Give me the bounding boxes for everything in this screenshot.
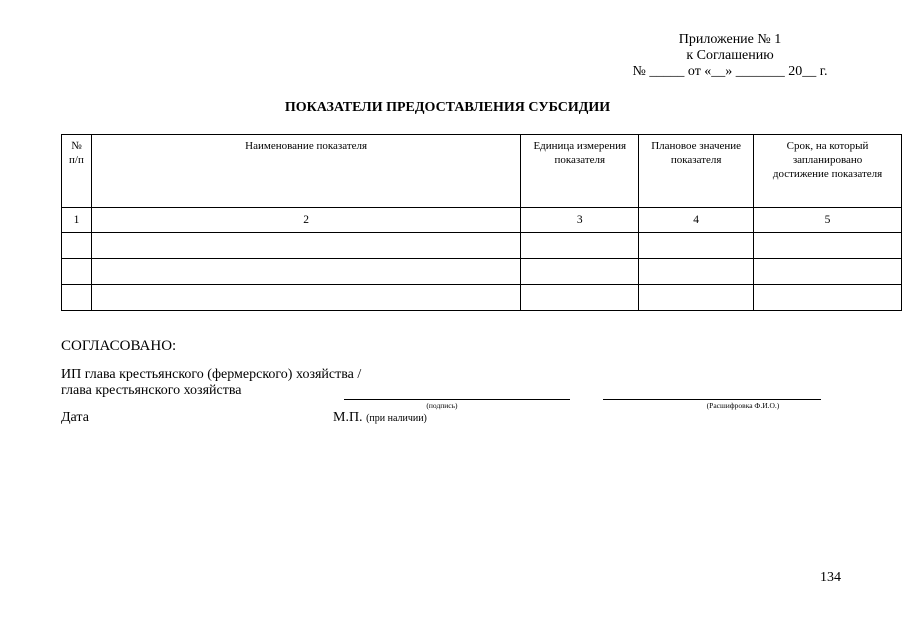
header-number-label: № п/п [69,140,84,166]
table-header-row [62,135,902,208]
signer-title-line2: глава крестьянского хозяйства [61,383,242,398]
table-cell[interactable] [639,285,754,311]
table-cell[interactable] [521,233,639,259]
table-cell[interactable] [62,259,92,285]
table-cell[interactable] [91,259,520,285]
document-title-text: ПОКАЗАТЕЛИ ПРЕДОСТАВЛЕНИЯ СУБСИДИИ [284,100,611,115]
table-cell[interactable] [754,259,902,285]
table-cell[interactable] [639,259,754,285]
signer-title-line1: ИП глава крестьянского (фермерского) хозяйства / [61,367,362,382]
appendix-agreement: к Соглашению [686,48,774,63]
header-unit-label: Единица измерения показателя [533,140,627,166]
numbering-cell: 5 [754,208,902,233]
signature-line[interactable] [344,399,570,400]
agreed-heading: СОГЛАСОВАНО: [61,338,177,354]
table-row [62,259,902,285]
table-cell[interactable] [639,233,754,259]
header-cell-name [91,135,520,208]
table-row [62,285,902,311]
indicators-table [61,134,902,311]
table-cell[interactable] [754,285,902,311]
table-cell[interactable] [62,233,92,259]
table-numbering-row [62,208,902,233]
name-decoding-caption: (Расшифровка Ф.И.О.) [706,401,780,410]
appendix-number: Приложение № 1 [678,32,782,47]
stamp-label: М.П. [333,410,363,425]
header-cell-plan [639,135,754,208]
numbering-cell: 2 [91,208,520,233]
appendix-header [600,32,860,80]
table-cell[interactable] [521,259,639,285]
header-name-label: Наименование показателя [245,140,368,152]
stamp-place [333,410,427,426]
header-cell-unit [521,135,639,208]
name-decoding-line[interactable] [603,399,821,400]
table-cell[interactable] [91,233,520,259]
table-cell[interactable] [754,233,902,259]
date-label: Дата [61,410,89,425]
page-number: 134 [820,570,841,585]
table-cell[interactable] [62,285,92,311]
header-cell-number [62,135,92,208]
stamp-note: (при наличии) [366,413,427,424]
numbering-cell: 4 [639,208,754,233]
header-plan-label: Плановое значение показателя [651,140,742,166]
table-row [62,233,902,259]
table-cell[interactable] [521,285,639,311]
document-title [0,100,905,116]
appendix-agreement-number: № _____ от «__» _______ 20__ г. [632,64,828,79]
header-term-label: Срок, на который запланировано достижение показателя [772,140,883,180]
numbering-cell: 1 [62,208,92,233]
header-cell-term [754,135,902,208]
signature-caption: (подпись) [426,401,458,410]
table-cell[interactable] [91,285,520,311]
numbering-cell: 3 [521,208,639,233]
